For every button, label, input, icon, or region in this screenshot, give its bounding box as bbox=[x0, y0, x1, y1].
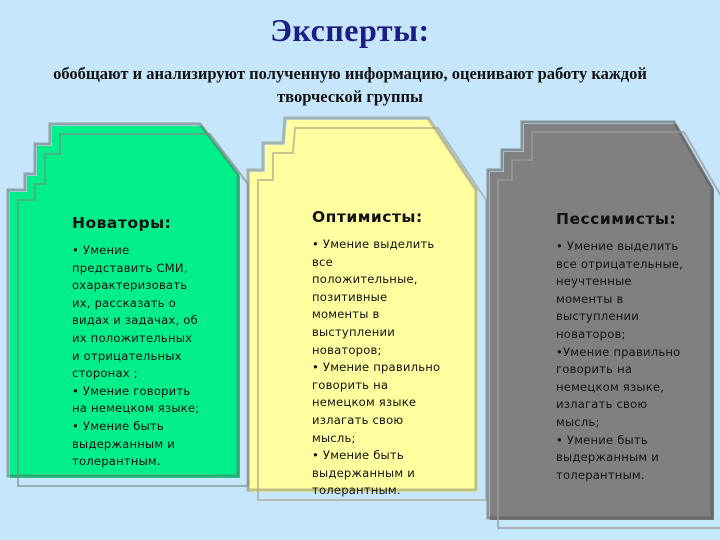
card-pessimists-body: • Умение выделить все отрицательные, неучтенные моменты в выступлении новаторов; •Умение правильно говорить на немецком языке, излагать свою мысль; • Умение быть выдержанным и толерантным. bbox=[556, 239, 684, 482]
card-novators bbox=[72, 214, 232, 471]
card-optimists-heading: Оптимисты: bbox=[312, 208, 423, 226]
card-optimists-body: • Умение выделить все положительные, позитивные моменты в выступлении новаторов; • Умение правильно говорить на немецком языке излагать свою мысль; • Умение быть выдержанным и толерантным. bbox=[312, 237, 441, 498]
card-pessimists-heading: Пессимисты: bbox=[556, 210, 677, 228]
card-novators-body: • Умение представить СМИ, охарактеризовать их, рассказать о видах и задачах, об их положительных и отрицательных сторонах ; • Умение говорить на немецком языке; • Умение быть выдержанным и толерантным. bbox=[72, 243, 200, 469]
page-title: Эксперты: bbox=[270, 12, 430, 48]
card-novators-heading: Новаторы: bbox=[72, 214, 172, 232]
card-pessimists bbox=[556, 210, 716, 484]
card-optimists bbox=[312, 208, 472, 500]
page-subtitle: обобщают и анализируют полученную информацию, оценивают работу каждой творческой группы bbox=[53, 64, 647, 106]
